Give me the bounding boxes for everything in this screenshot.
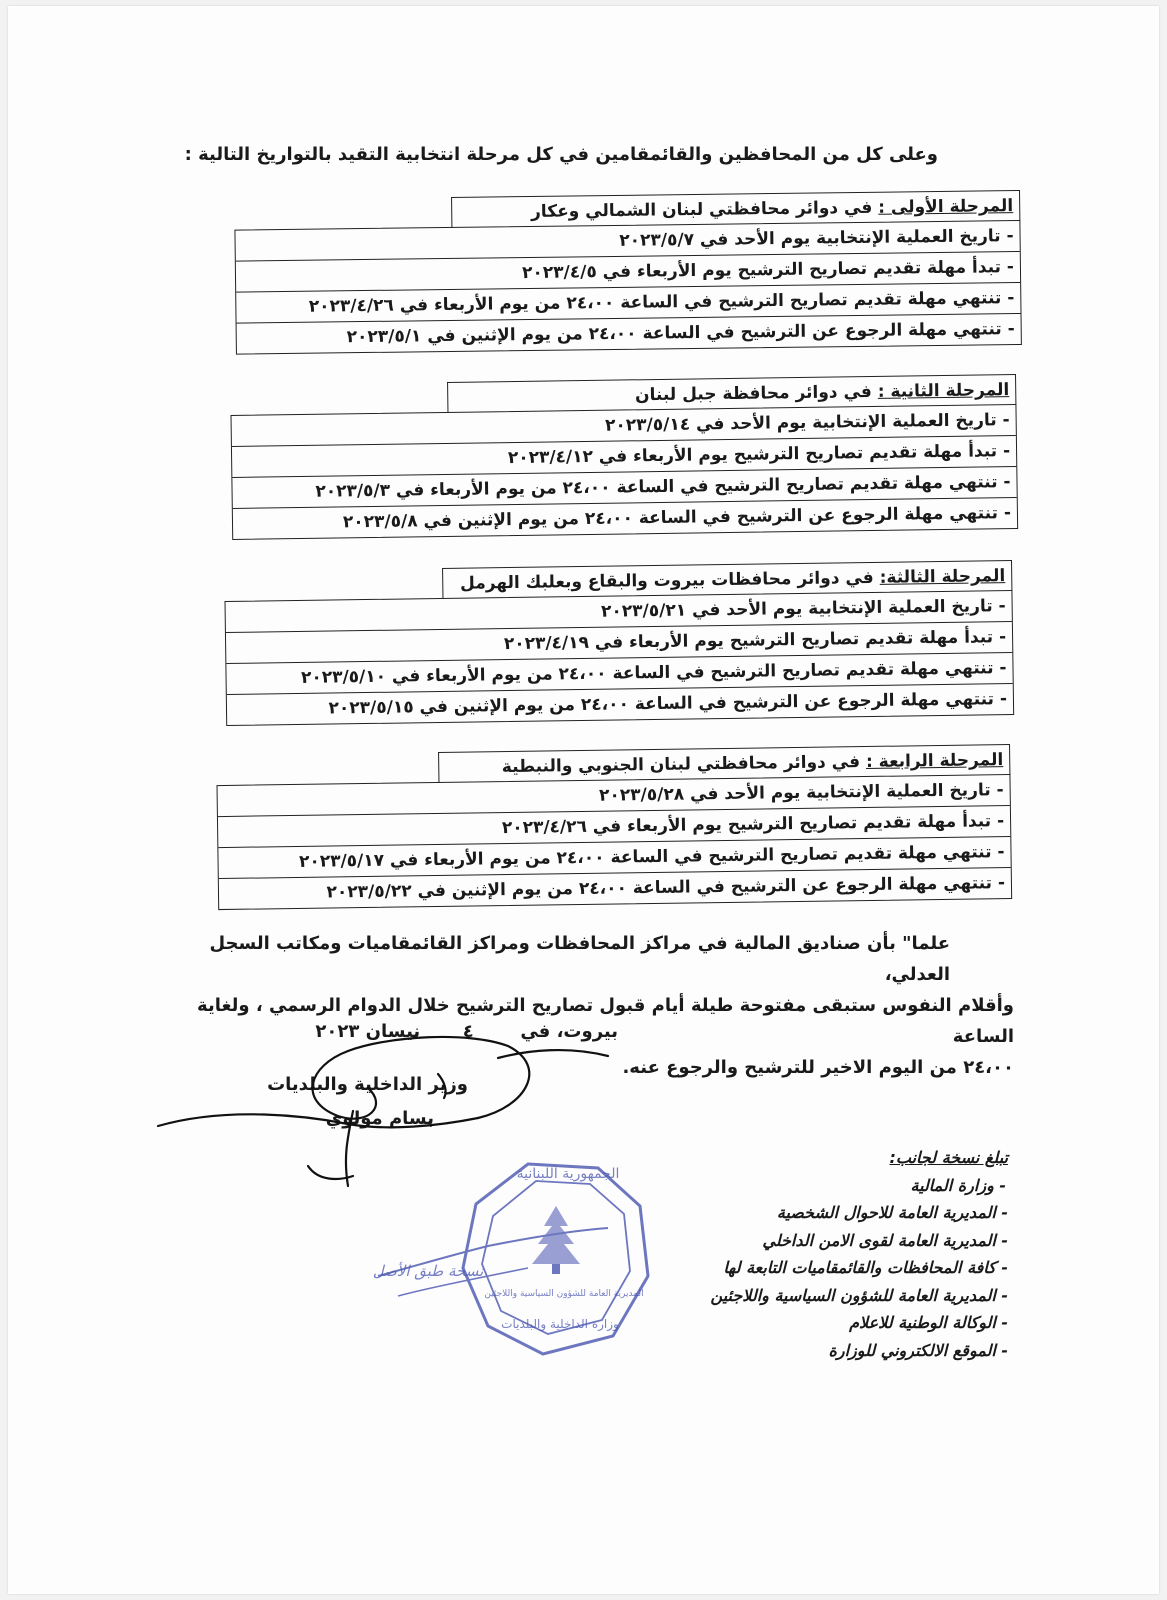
phase-2-region: في دوائر محافظة جبل لبنان [634,382,872,406]
cc-title: تبلغ نسخة لجانب: [889,1148,1008,1167]
cc-item: - الموقع الالكتروني للوزارة [828,1340,1008,1360]
phase-2-row: - تبدأ مهلة تقديم تصاريح الترشيح يوم الأربعاء في ٢٠٢٣/٤/١٢ [232,435,1016,477]
phase-4-row: - تبدأ مهلة تقديم تصاريح الترشيح يوم الأربعاء في ٢٠٢٣/٤/٢٦ [218,805,1010,847]
stamp-ring-text: الجمهورية اللبنانية [516,1166,620,1182]
phase-4-row: - تاريخ العملية الإنتخابية يوم الأحد في ٢٠٢٣/٥/٢٨ [598,780,1004,806]
cc-item: - كافة المحافظات والقائمقاميات التابعة لها [723,1258,1008,1277]
stamp-handwritten-note: نسخة طبق الأصل [372,1262,484,1280]
date-month-year: نيسان ٢٠٢٣ [315,1021,421,1042]
phase-3-label: المرحلة الثالثة: [879,566,1006,588]
phase-1-row: - تبدأ مهلة تقديم تصاريح الترشيح يوم الأربعاء في ٢٠٢٣/٤/٥ [236,251,1020,292]
official-stamp [8,6,1159,1594]
phase-4-row: - تنتهي مهلة تقديم تصاريح الترشيح في الساعة ٢٤،٠٠ من يوم الأربعاء في ٢٠٢٣/٥/١٧ [218,836,1010,878]
phase-4-row: - تنتهي مهلة الرجوع عن الترشيح في الساعة ٢٤،٠٠ من يوم الإثنين في ٢٠٢٣/٥/٢٢ [219,867,1011,909]
phase-3-region: في دوائر محافظات بيروت والبقاع وبعلبك الهرمل [459,567,874,594]
document-page [8,6,1159,1594]
phase-1-row: - تنتهي مهلة الرجوع عن الترشيح في الساعة ٢٤،٠٠ من يوم الإثنين في ٢٠٢٣/٥/١ [237,313,1021,354]
phase-2-label: المرحلة الثانية : [877,380,1010,402]
intro-paragraph: وعلى كل من المحافظين والقائمقامين في كل مرحلة انتخابية التقيد بالتواريخ التالية : [184,144,938,165]
cc-item: - المديرية العامة للاحوال الشخصية [776,1203,1008,1222]
date-place: بيروت، في [520,1021,618,1042]
cc-item: - وزارة المالية [910,1175,1006,1195]
minister-name: بسام مولوي [325,1108,434,1129]
phase-3-row: - تبدأ مهلة تقديم تصاريح الترشيح يوم الأربعاء في ٢٠٢٣/٤/١٩ [226,621,1012,663]
phase-1-row: - تنتهي مهلة تقديم تصاريح الترشيح في الساعة ٢٤،٠٠ من يوم الأربعاء في ٢٠٢٣/٤/٢٦ [236,282,1020,323]
phase-3-row: - تنتهي مهلة تقديم تصاريح الترشيح في الساعة ٢٤،٠٠ من يوم الأربعاء في ٢٠٢٣/٥/١٠ [226,652,1012,694]
note-line-3: ٢٤،٠٠ من اليوم الاخير للترشيح والرجوع عنه. [622,1057,1014,1078]
phase-2-row: - تنتهي مهلة الرجوع عن الترشيح في الساعة ٢٤،٠٠ من يوم الإثنين في ٢٠٢٣/٥/٨ [233,497,1017,539]
cc-item: - الوكالة الوطنية للاعلام [849,1313,1008,1332]
note-line-1: علما" بأن صناديق المالية في مراكز المحافظات ومراكز القائمقاميات ومكاتب السجل العدلي، [209,933,950,985]
phase-1-label: المرحلة الأولى : [878,196,1014,218]
phase-4-label: المرحلة الرابعة : [865,750,1004,773]
phase-1-region: في دوائر محافظتي لبنان الشمالي وعكار [530,197,873,222]
minister-title: وزير الداخلية والبلديات [267,1074,468,1095]
date-day: ٤ [462,1021,474,1042]
cc-item: - المديرية العامة لقوى الامن الداخلي [762,1230,1008,1250]
cc-item: - المديرية العامة للشؤون السياسية واللاجئين [710,1285,1008,1305]
phase-2-row: - تنتهي مهلة تقديم تصاريح الترشيح في الساعة ٢٤،٠٠ من يوم الأربعاء في ٢٠٢٣/٥/٣ [232,466,1016,508]
phase-3-row: - تاريخ العملية الإنتخابية يوم الأحد في ٢٠٢٣/٥/٢١ [600,596,1006,622]
note-line-2: وأقلام النفوس ستبقى مفتوحة طيلة أيام قبول تصاريح الترشيح خلال الدوام الرسمي ، ولغاية الساعة [197,995,1014,1047]
stamp-inner-text: المديرية العامة للشؤون السياسية واللاجئين [484,1289,644,1299]
stamp-ring-text-bottom: وزارة الداخلية والبلديات [501,1317,619,1331]
phase-3-row: - تنتهي مهلة الرجوع عن الترشيح في الساعة ٢٤،٠٠ من يوم الإثنين في ٢٠٢٣/٥/١٥ [227,683,1013,725]
phase-1-row: - تاريخ العملية الإنتخابية يوم الأحد في ٢٠٢٣/٥/٧ [619,226,1014,251]
phase-4-region: في دوائر محافظتي لبنان الجنوبي والنبطية [501,752,861,778]
phase-2-row: - تاريخ العملية الإنتخابية يوم الأحد في ٢٠٢٣/٥/١٤ [604,410,1010,436]
